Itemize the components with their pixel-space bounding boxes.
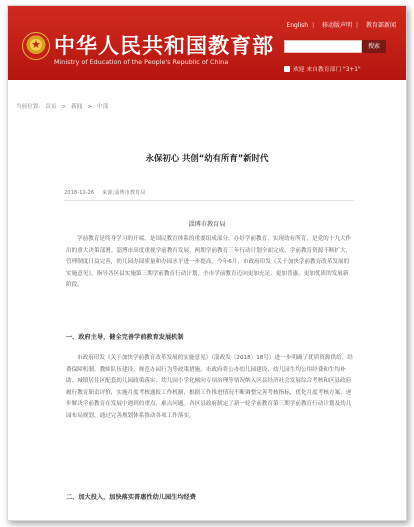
breadcrumb-separator: > xyxy=(61,104,67,110)
news-link[interactable]: 教育部新闻 xyxy=(365,22,396,29)
article-paragraph: 学前教育是终身学习的开端，是国民教育体系的重要组成部分。办好学前教育，实现幼有所育，是党的十九大作出的重大决策部署。淄博市高度重视学前教育发展，两期学前教育三年行动计划全面完成，学前教育资源不断扩大，管理制度日益完善，幼儿园办园质量和办园水平进一步提高。今年6月，市政府印发《关于加快学前教育改革发展的实施意见》，指导各区县实施第三期学前教育行动计划，全市学前教育迈向更加充足、更加普惠、更加优质的发展新阶段。 xyxy=(66,236,352,289)
section-heading: 二、加大投入，加快落实普惠性幼儿园生均经费 xyxy=(66,494,196,501)
national-emblem-icon xyxy=(22,32,50,60)
breadcrumb-current[interactable]: 中部 xyxy=(97,104,109,110)
page-frame xyxy=(7,5,407,521)
english-link[interactable]: English xyxy=(286,22,309,29)
breadcrumb xyxy=(16,102,113,110)
welcome-text xyxy=(284,64,361,73)
site-subtitle: Ministry of Education of the People's Republic of China xyxy=(54,58,229,66)
article-paragraph: 市政府印发《关于加快学前教育改革发展的实施意见》（淄政发〔2018〕18号）进一步明确了优质资源供给、经费保障机制、教师队伍建设、规范办园行为等政策措施。市政府将公办幼儿园建设、幼儿园生均公用经费和生均补助、城镇居住区配套幼儿园政策落实、幼儿园小学化倾向专项治理等情况纳入区县经济社会发展综合考核和区县政府履行教育职责评价，实施月度考核通报工作机制，根据工作推进情况不断调整完善考核指标，优化月度考核方案，逐步解决学前教育在发展中遇到的重点、难点问题。各区县政府制定了新一轮学前教育第三期学前教育行动计划及幼儿园布局规划，通过完善规划体系推动各项工作落实。 xyxy=(66,355,353,419)
site-header xyxy=(8,6,406,80)
top-link-separator: | xyxy=(312,22,317,29)
article-meta xyxy=(64,189,153,196)
top-link-separator: | xyxy=(356,22,360,29)
article-source: 淄博市教育局 xyxy=(188,221,226,228)
site-title[interactable]: 中华人民共和国教育部 xyxy=(54,34,274,58)
breadcrumb-label: 当前位置: xyxy=(16,104,41,110)
breadcrumb-home[interactable]: 首页 xyxy=(45,104,57,110)
search-input[interactable] xyxy=(284,40,362,53)
top-links xyxy=(280,20,396,29)
section-heading: 一、政府主导，健全完善学前教育发展机制 xyxy=(66,334,184,341)
breadcrumb-news[interactable]: 新闻 xyxy=(71,104,83,110)
mobile-link[interactable]: 移动版声明 xyxy=(322,22,353,29)
article-title: 永保初心 共创“幼有所育”新时代 xyxy=(145,153,269,163)
article-date: 2018-11-26 xyxy=(64,190,95,196)
breadcrumb-separator: > xyxy=(87,104,93,110)
search-button[interactable]: 搜索 xyxy=(362,40,386,53)
divider xyxy=(64,200,354,201)
welcome-label: 欢迎 来自教育部门 "3+1" xyxy=(293,67,361,73)
article-source-label: 来源:淄博市教育局 xyxy=(102,190,146,196)
info-icon xyxy=(284,66,290,72)
